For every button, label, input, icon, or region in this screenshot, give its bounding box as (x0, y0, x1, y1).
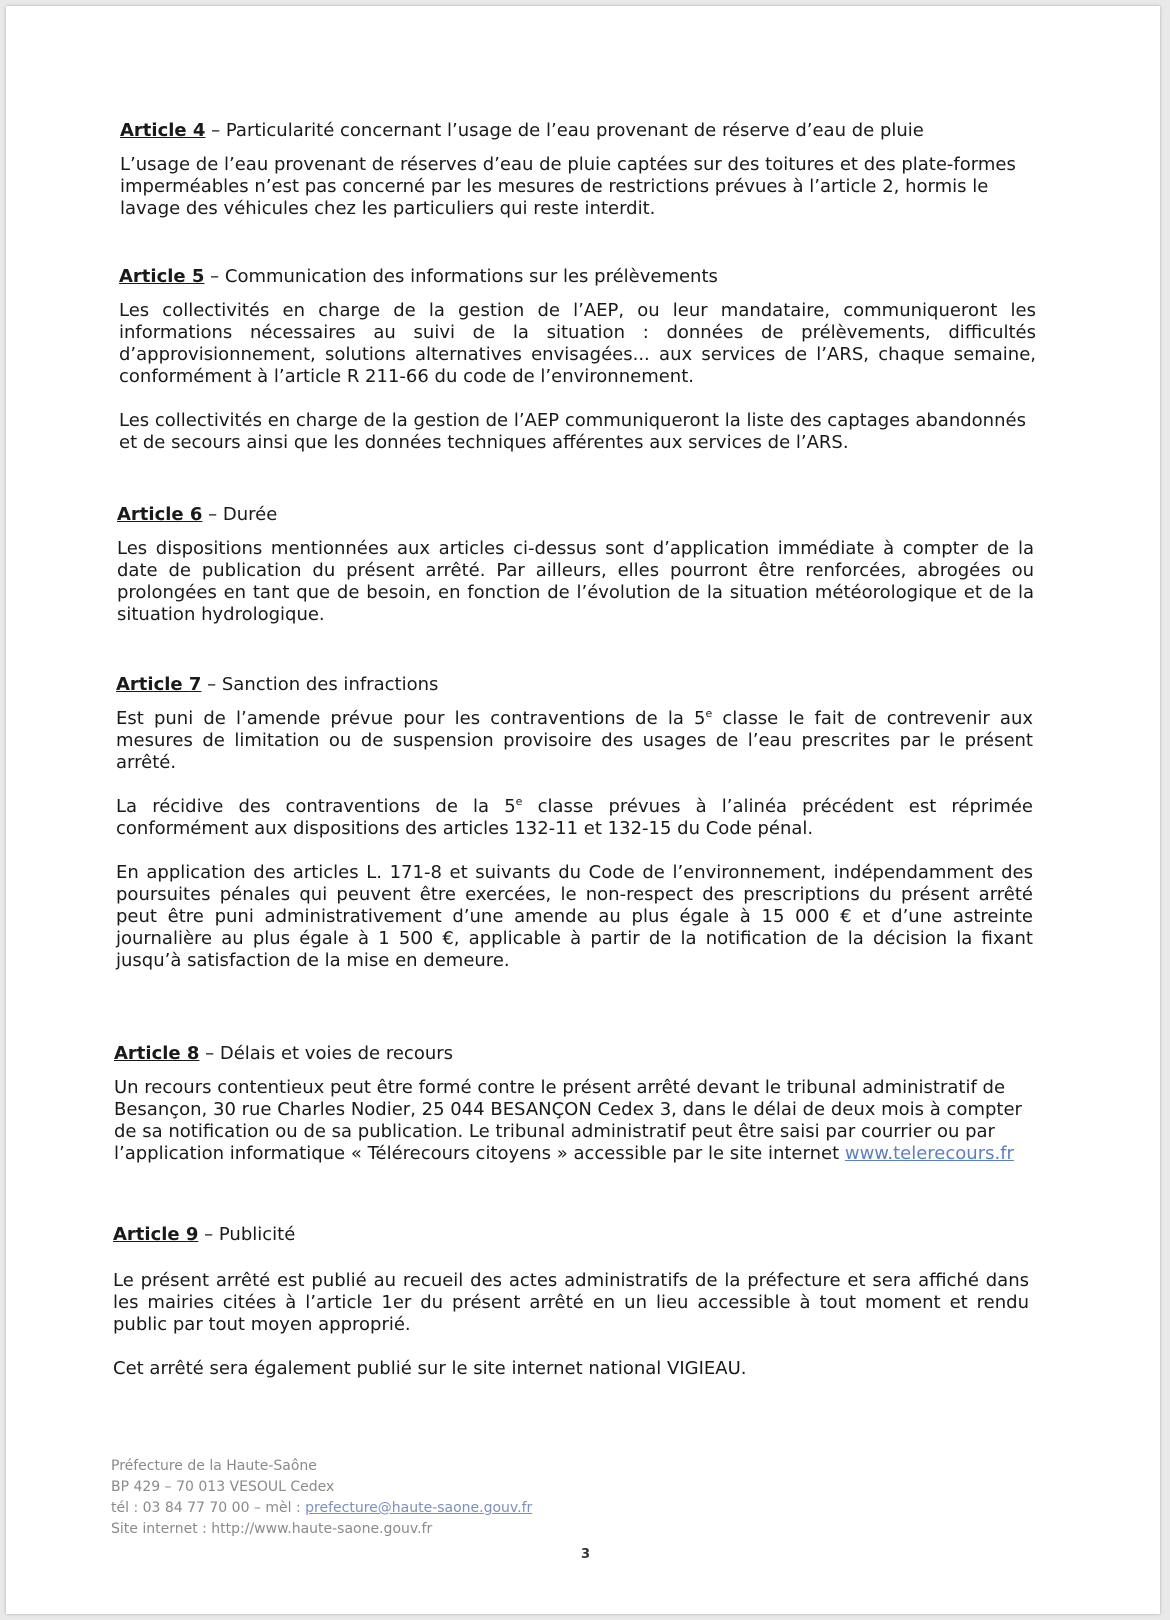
article-7-p1-text-b: classe le fait de contrevenir aux mesures de limitation ou de suspension provisoire des usages de l’eau prescrites par le présent arrêté. (116, 708, 1033, 773)
telerecours-link[interactable]: www.telerecours.fr (844, 1143, 1014, 1164)
document-page (6, 6, 1160, 1614)
article-8-title: Délais et voies de recours (219, 1043, 454, 1064)
article-4-separator: – (205, 120, 226, 141)
article-5-title: Communication des informations sur les prélèvements (224, 266, 718, 287)
article-7-label: Article 7 (116, 674, 202, 695)
article-6-title: Durée (222, 504, 278, 525)
article-7-title: Sanction des infractions (221, 674, 439, 695)
article-7-p2-text-a: La récidive des contraventions de la 5 (116, 796, 516, 817)
article-7 (6, 674, 1160, 972)
article-9 (6, 1224, 1160, 1380)
article-7-p2-text-b: classe prévues à l’alinéa précédent est réprimée conformément aux dispositions des articles 132-11 et 132-15 du Code pénal. (116, 796, 1033, 839)
article-6-paragraph-1: Les dispositions mentionnées aux articles ci-dessus sont d’application immédiate à compter de la date de publication du présent arrêté. Par ailleurs, elles pourront être renforcées, abrogées ou prolongées en tant que de besoin, en fonction de l’évolution de la situation météorologique et de la situation hydrologique. (117, 538, 1034, 625)
footer-phone: tél : 03 84 77 70 00 – mèl : (111, 1500, 306, 1516)
article-4-paragraph-1: L’usage de l’eau provenant de réserves d’eau de pluie captées sur des toitures et des plate-formes imperméables n’est pas concerné par les mesures de restrictions prévues à l’article 2, hormis le lavage des véhicules chez les particuliers qui reste interdit. (120, 154, 1016, 219)
article-4-title: Particularité concernant l’usage de l’eau provenant de réserve d’eau de pluie (225, 120, 924, 141)
article-4-heading (120, 120, 1035, 142)
article-7-heading (116, 674, 1033, 696)
page-number: 3 (581, 1547, 591, 1562)
article-7-p2-superscript: e (515, 795, 523, 808)
article-9-label: Article 9 (113, 1224, 199, 1245)
article-9-heading (113, 1224, 1029, 1246)
article-6 (6, 504, 1160, 626)
article-7-paragraph-1 (116, 708, 1033, 774)
article-6-separator: – (202, 504, 223, 525)
prefecture-footer (111, 1456, 532, 1540)
article-9-separator: – (198, 1224, 219, 1245)
article-6-heading (117, 504, 1034, 526)
article-5-heading (119, 266, 1036, 288)
article-7-paragraph-2 (116, 796, 1033, 840)
article-8-heading (114, 1043, 1031, 1065)
article-5-paragraph-1: Les collectivités en charge de la gestion de l’AEP, ou leur mandataire, communiqueront les informations nécessaires au suivi de la situation : données de prélèvements, difficultés d’approvisionnement, solutions alternatives envisagées... aux services de l’ARS, chaque semaine, conformément à l’article R 211-66 du code de l’environnement. (119, 300, 1036, 387)
article-7-separator: – (201, 674, 222, 695)
article-8-separator: – (199, 1043, 220, 1064)
footer-line-3 (111, 1498, 532, 1519)
article-8 (6, 1043, 1160, 1165)
article-8-label: Article 8 (114, 1043, 200, 1064)
article-5-paragraph-2: Les collectivités en charge de la gestion de l’AEP communiqueront la liste des captages abandonnés et de secours ainsi que les données techniques afférentes aux services de l’ARS. (119, 410, 1026, 453)
article-4 (6, 120, 1160, 220)
article-9-paragraph-2: Cet arrêté sera également publié sur le site internet national VIGIEAU. (113, 1358, 747, 1379)
article-5 (6, 266, 1160, 454)
article-5-label: Article 5 (119, 266, 205, 287)
article-8-p1-text: Un recours contentieux peut être formé contre le présent arrêté devant le tribunal administratif de Besançon, 30 rue Charles Nodier, 25 044 BESANÇON Cedex 3, dans le délai de deux mois à compter de sa notification ou de sa publication. Le tribunal administratif peut être saisi par courrier ou par l’application informatique « Télérecours citoyens » accessible par le site internet (114, 1077, 1022, 1164)
article-7-paragraph-3: En application des articles L. 171-8 et suivants du Code de l’environnement, indépendamment des poursuites pénales qui peuvent être exercées, le non-respect des prescriptions du présent arrêté peut être puni administrativement d’une amende au plus égale à 15 000 € et d’une astreinte journalière au plus égale à 1 500 €, applicable à partir de la notification de la décision la fixant jusqu’à satisfaction de la mise en demeure. (116, 862, 1033, 971)
footer-line-2: BP 429 – 70 013 VESOUL Cedex (111, 1479, 335, 1495)
article-4-label: Article 4 (120, 120, 206, 141)
article-7-p1-text-a: Est puni de l’amende prévue pour les contraventions de la 5 (116, 708, 706, 729)
footer-line-1: Préfecture de la Haute-Saône (111, 1458, 317, 1474)
article-6-label: Article 6 (117, 504, 203, 525)
article-9-paragraph-1: Le présent arrêté est publié au recueil des actes administratifs de la préfecture et sera affiché dans les mairies citées à l’article 1er du présent arrêté en un lieu accessible à tout moment et rendu public par tout moyen approprié. (113, 1270, 1029, 1335)
article-8-paragraph-1 (114, 1077, 1031, 1165)
footer-line-4: Site internet : http://www.haute-saone.gouv.fr (111, 1521, 433, 1537)
article-9-title: Publicité (218, 1224, 296, 1245)
article-5-separator: – (204, 266, 225, 287)
article-7-p1-superscript: e (705, 707, 713, 720)
footer-email-link[interactable]: prefecture@haute-saone.gouv.fr (305, 1500, 533, 1516)
